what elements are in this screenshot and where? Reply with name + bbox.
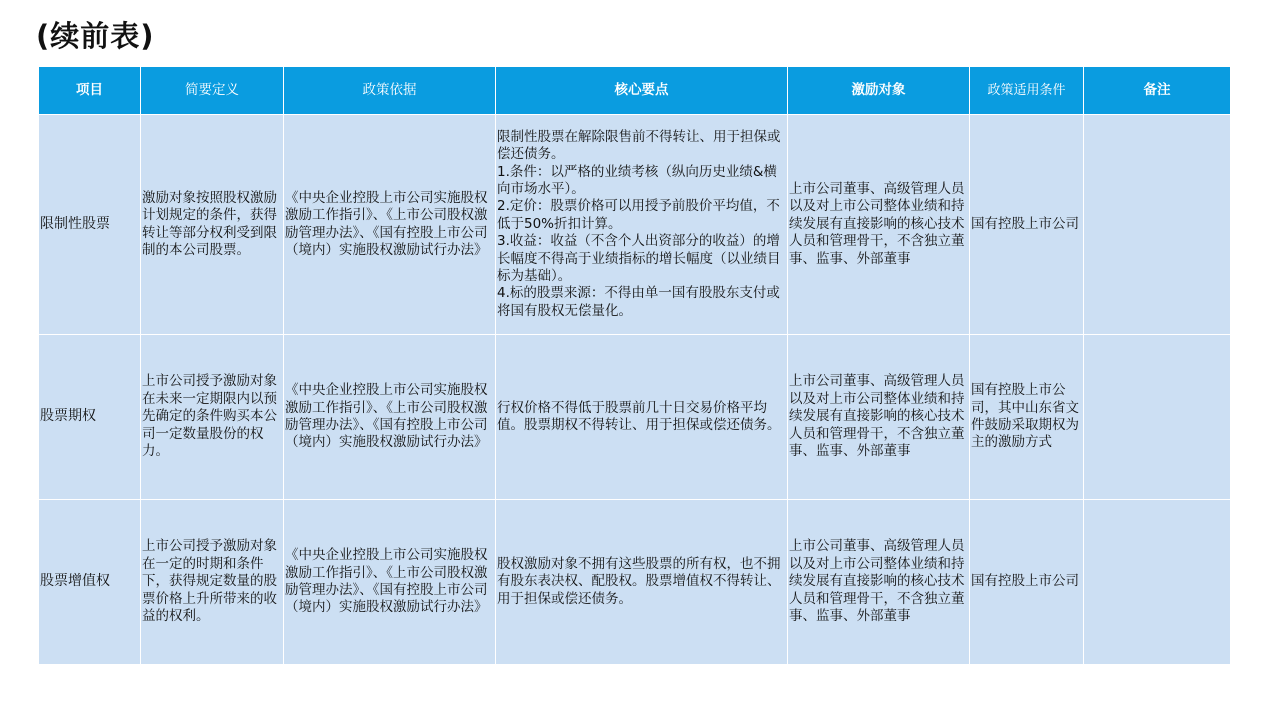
key-point-line: 行权价格不得低于股票前几十日交易价格平均值。股票期权不得转让、用于担保或偿还债务。 [497, 399, 781, 433]
cell-policy-basis: 《中央企业控股上市公司实施股权激励工作指引》、《上市公司股权激励管理办法》、《国有控股上市公司（境内）实施股权激励试行办法》 [284, 115, 496, 335]
key-point-line: 4.标的股票来源：不得由单一国有股股东支付或将国有股权无偿量化。 [497, 285, 780, 319]
table-header-row [39, 67, 1231, 115]
cell-remarks [1084, 115, 1231, 335]
header-item: 项目 [39, 67, 141, 115]
key-point-line: 2.定价：股票价格可以用授予前股价平均值，不低于50%折扣计算。 [497, 198, 780, 232]
cell-remarks [1084, 500, 1231, 665]
policy-table [38, 66, 1231, 665]
table-row [39, 500, 1231, 665]
cell-applicable-conditions: 国有控股上市公司 [970, 500, 1084, 665]
header-applicable-conditions: 政策适用条件 [970, 67, 1084, 115]
cell-incentive-target: 上市公司董事、高级管理人员以及对上市公司整体业绩和持续发展有直接影响的核心技术人员和管理骨干，不含独立董事、监事、外部董事 [788, 335, 970, 500]
table-row [39, 335, 1231, 500]
cell-incentive-target: 上市公司董事、高级管理人员以及对上市公司整体业绩和持续发展有直接影响的核心技术人员和管理骨干，不含独立董事、监事、外部董事 [788, 115, 970, 335]
cell-remarks [1084, 335, 1231, 500]
header-remarks: 备注 [1084, 67, 1231, 115]
page-title: (续前表) [36, 19, 155, 53]
cell-key-points [496, 500, 788, 665]
cell-definition: 激励对象按照股权激励计划规定的条件，获得转让等部分权利受到限制的本公司股票。 [141, 115, 284, 335]
cell-applicable-conditions: 国有控股上市公司，其中山东省文件鼓励采取期权为主的激励方式 [970, 335, 1084, 500]
cell-policy-basis: 《中央企业控股上市公司实施股权激励工作指引》、《上市公司股权激励管理办法》、《国有控股上市公司（境内）实施股权激励试行办法》 [284, 500, 496, 665]
header-incentive-target: 激励对象 [788, 67, 970, 115]
cell-policy-basis: 《中央企业控股上市公司实施股权激励工作指引》、《上市公司股权激励管理办法》、《国有控股上市公司（境内）实施股权激励试行办法》 [284, 335, 496, 500]
cell-key-points [496, 115, 788, 335]
cell-definition: 上市公司授予激励对象在一定的时期和条件下，获得规定数量的股票价格上升所带来的收益的权利。 [141, 500, 284, 665]
key-point-line: 1.条件：以严格的业绩考核（纵向历史业绩&横向市场水平）。 [497, 163, 777, 197]
cell-applicable-conditions: 国有控股上市公司 [970, 115, 1084, 335]
cell-item: 股票期权 [39, 335, 141, 500]
key-point-line: 股权激励对象不拥有这些股票的所有权，也不拥有股东表决权、配股权。股票增值权不得转让、用于担保或偿还债务。 [497, 555, 781, 607]
table-row [39, 115, 1231, 335]
cell-definition: 上市公司授予激励对象在未来一定期限内以预先确定的条件购买本公司一定数量股份的权力。 [141, 335, 284, 500]
cell-item: 股票增值权 [39, 500, 141, 665]
cell-item: 限制性股票 [39, 115, 141, 335]
header-policy-basis: 政策依据 [284, 67, 496, 115]
cell-key-points [496, 335, 788, 500]
header-definition: 简要定义 [141, 67, 284, 115]
cell-incentive-target: 上市公司董事、高级管理人员以及对上市公司整体业绩和持续发展有直接影响的核心技术人员和管理骨干，不含独立董事、监事、外部董事 [788, 500, 970, 665]
header-key-points: 核心要点 [496, 67, 788, 115]
key-point-line: 限制性股票在解除限售前不得转让、用于担保或偿还债务。 [497, 128, 781, 163]
key-point-line: 3.收益：收益（不含个人出资部分的收益）的增长幅度不得高于业绩指标的增长幅度（以业绩目标为基础）。 [497, 233, 781, 285]
